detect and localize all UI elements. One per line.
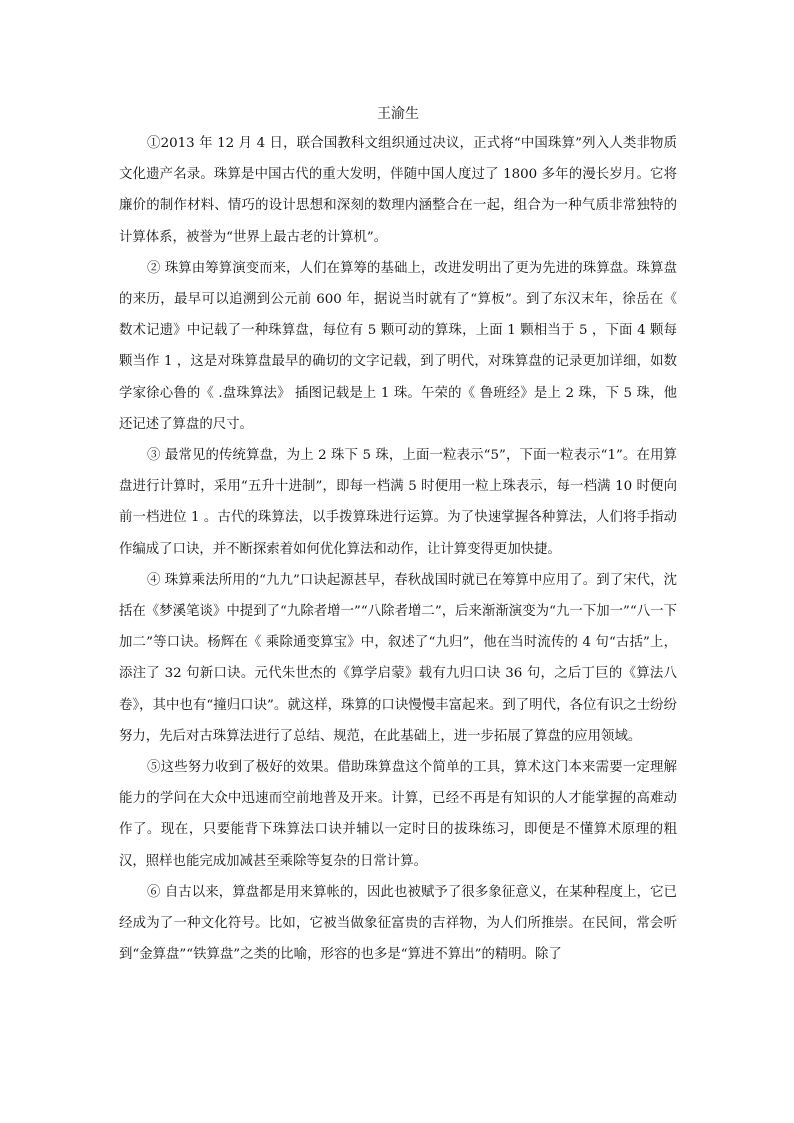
paragraph-5: ⑤这些努力收到了极好的效果。借助珠算盘这个简单的工具，算术这门本来需要一定理解能力的学问在大众中迅速而空前地普及开来。计算，已经不再是有知识的人才能掌握的高难动作了。现在，只要能背下珠算法口诀并辅以一定时日的拔珠练习，即便是不懂算术原理的粗汉，照样也能完成加减甚至乘除等复杂的日常计算。 <box>119 760 677 869</box>
paragraph-6: ⑥ 自古以来，算盘都是用来算帐的，因此也被赋予了很多象征意义，在某种程度上，它已经成为了一种文化符号。比如，它被当做象征富贵的吉祥物，为人们所推崇。在民间，常会听到“金算盘”“铁算盘”之类的比喻，形容的也多是“算进不算出”的精明。除了 <box>119 884 677 963</box>
paragraph-1: ①2013 年 12 月 4 日，联合国教科文组织通过决议，正式将“中国珠算”列入人类非物质文化遗产名录。珠算是中国古代的重大发明，伴随中国人度过了 1800 多年的漫长岁月。它将廉价的制作材料、情巧的设计思想和深刻的数理内涵整合在一起，组合为一种气质非常独特的计算体系，被誉为“世界上最古老的计算机”。 <box>119 136 677 245</box>
paragraph-2: ② 珠算由筹算演变而来，人们在算筹的基础上，改进发明出了更为先进的珠算盘。珠算盘的来历，最早可以追溯到公元前 600 年，据说当时就有了“算板”。到了东汉末年，徐岳在《 数术记遗》中记载了一种珠算盘，每位有 5 颗可动的算珠，上面 1 颗相当于 5 ，下面 4 颗每颗当作 1 ，这是对珠算盘最早的确切的文字记载，到了明代，对珠算盘的记录更加详细，如数学家徐心鲁的《 .盘珠算法》 插图记载是上 1 珠。午荣的《 鲁班经》是上 2 珠，下 5 珠，他还记述了算盘的尺寸。 <box>119 260 677 432</box>
paragraph-3: ③ 最常见的传统算盘，为上 2 珠下 5 珠，上面一粒表示“5”，下面一粒表示“1”。在用算盘进行计算时，采用“五升十进制”，即每一档满 5 时便用一粒上珠表示，每一档满 10 时便向前一档进位 1 。古代的珠算法，以手拨算珠进行运算。为了快速掌握各种算法，人们将手指动作编成了口诀，并不断探索着如何优化算法和动作，让计算变得更加快捷。 <box>119 448 677 557</box>
paragraph-4: ④ 珠算乘法所用的“九九”口诀起源甚早，春秋战国时就已在筹算中应用了。到了宋代，沈括在《梦溪笔谈》中提到了“九除者增一”“八除者增二”，后来渐渐演变为“九一下加一”“八一下加二”等口诀。杨辉在《 乘除通变算宝》中，叙述了“九归”，他在当时流传的 4 句“古括”上，添注了 32 句新口诀。元代朱世杰的《算学启蒙》载有九归口诀 36 句，之后丁巨的《算法八卷》，其中也有“撞归口诀”。就这样，珠算的口诀慢慢丰富起来。到了明代，各位有识之士纷纷努力，先后对古珠算法进行了总结、规范，在此基础上，进一步拓展了算盘的应用领域。 <box>119 572 677 744</box>
article-body <box>119 100 677 970</box>
author-name: 王渝生 <box>377 106 419 122</box>
